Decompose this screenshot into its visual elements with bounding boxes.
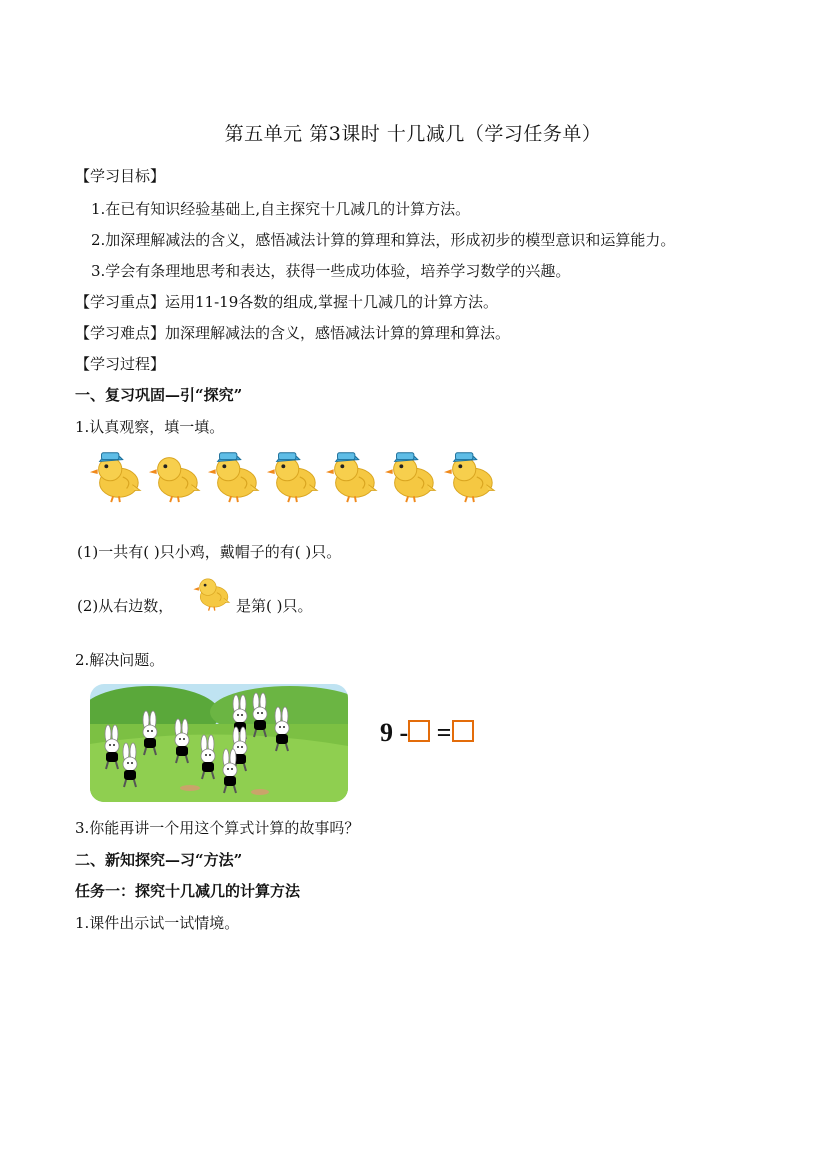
chick-icon xyxy=(324,444,380,506)
hat-icon xyxy=(336,453,359,462)
hat-icon xyxy=(277,453,300,462)
page-title: 第五单元 第3课时 十几减几（学习任务单） xyxy=(224,123,602,145)
section1-q1: 1.认真观察，填一填。 xyxy=(75,418,225,436)
goal-item-1: 1.在已有知识经验基础上,自主探究十几减几的计算方法。 xyxy=(91,200,471,218)
equation xyxy=(380,718,474,748)
key-point: 【学习重点】运用11-19各数的组成,掌握十几减几的计算方法。 xyxy=(75,293,499,311)
goal-item-2: 2.加深理解减法的含义，感悟减法计算的算理和算法，形成初步的模型意识和运算能力。 xyxy=(91,231,676,249)
section1-q3: 3.你能再讲一个用这个算式计算的故事吗？ xyxy=(75,819,360,837)
section1-q1-2-suffix: 是第( )只。 xyxy=(236,597,313,615)
hat-icon xyxy=(100,453,123,462)
section1-q1-1: (1)一共有( )只小鸡，戴帽子的有( )只。 xyxy=(77,543,342,561)
process-heading: 【学习过程】 xyxy=(75,355,166,373)
section2-heading: 二、新知探究—习“方法” xyxy=(75,851,243,869)
hat-icon xyxy=(218,453,241,462)
section2-task: 任务一：探究十几减几的计算方法 xyxy=(75,882,301,900)
section1-q1-2-prefix: (2)从右边数， xyxy=(77,597,174,615)
chick-icon xyxy=(265,444,321,506)
answer-box-2[interactable] xyxy=(452,720,474,742)
chick-icon xyxy=(88,444,144,506)
answer-box-1[interactable] xyxy=(408,720,430,742)
difficulty: 【学习难点】加深理解减法的含义，感悟减法计算的算理和算法。 xyxy=(75,324,511,342)
hat-icon xyxy=(395,453,418,462)
chick-icon xyxy=(190,572,234,612)
goals-heading: 【学习目标】 xyxy=(75,167,166,185)
rabbits-illustration xyxy=(90,684,348,802)
section1-heading: 一、复习巩固—引“探究” xyxy=(75,386,243,404)
equation-left: 9 - xyxy=(380,718,409,747)
section1-q2: 2.解决问题。 xyxy=(75,651,165,669)
chick-icon xyxy=(442,444,498,506)
section2-q1: 1.课件出示试一试情境。 xyxy=(75,914,240,932)
chick-icon xyxy=(147,444,203,506)
hat-icon xyxy=(454,453,477,462)
chick-icon xyxy=(383,444,439,506)
chick-icon xyxy=(206,444,262,506)
equation-equals: = xyxy=(436,718,452,747)
goal-item-3: 3.学会有条理地思考和表达，获得一些成功体验，培养学习数学的兴趣。 xyxy=(91,262,571,280)
